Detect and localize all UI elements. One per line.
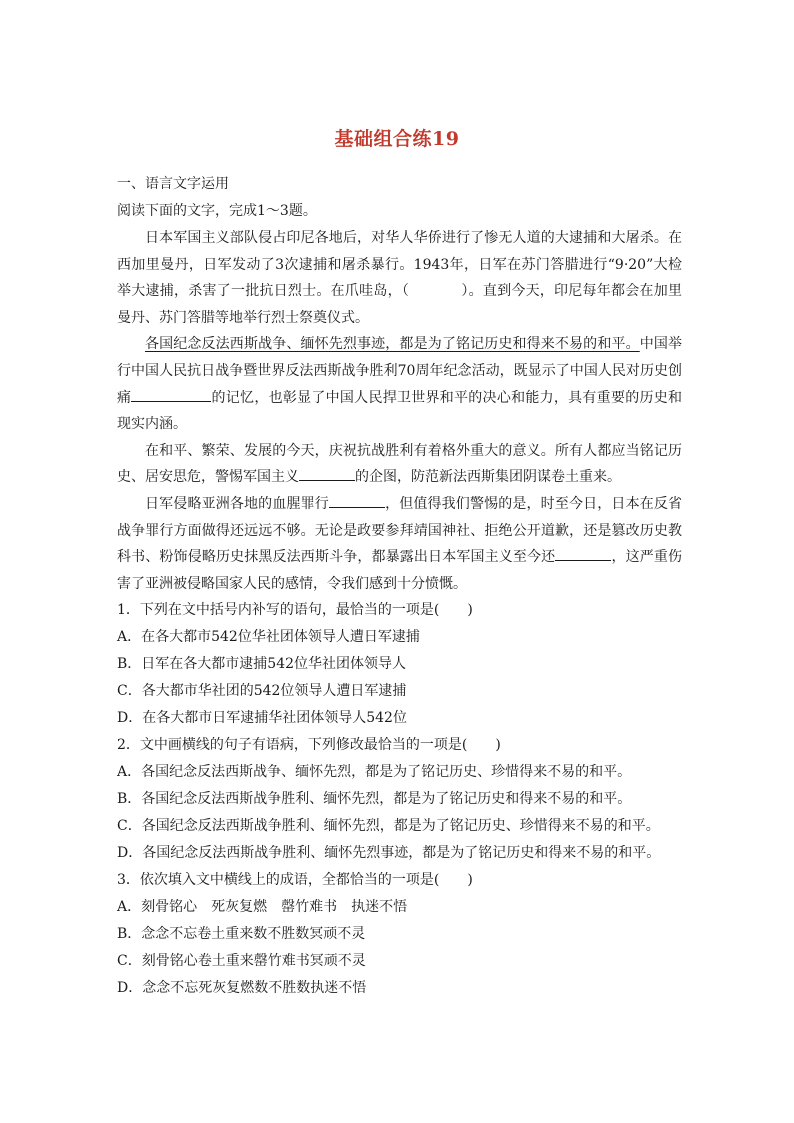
option-c: C．刻骨铭心卷土重来罄竹难书冥顽不灵 <box>117 953 366 970</box>
option-a: A．刻骨铭心 死灰复燃 罄竹难书 执迷不悟 <box>117 899 408 916</box>
fill-blank-4 <box>555 546 611 561</box>
passage-p4-text-c: ，这严重伤害了亚洲被侵略国家人民的感情，令我们感到十分愤慨。 <box>117 549 683 592</box>
question-stem: 3．依次填入文中横线上的成语，全都恰当的一项是( ) <box>117 872 473 889</box>
option-c: C．各国纪念反法西斯战争胜利、缅怀先烈，都是为了铭记历史、珍惜得来不易的和平。 <box>117 818 660 835</box>
fill-blank-3 <box>329 493 385 508</box>
question-3 <box>117 867 682 1002</box>
section-heading: 一、语言文字运用 <box>117 176 229 192</box>
passage-p4-text-a: 日军侵略亚洲各地的血腥罪行 <box>145 495 329 512</box>
question-1 <box>117 597 682 732</box>
passage-paragraph-3 <box>117 438 682 491</box>
option-d: D．念念不忘死灰复燃数不胜数执迷不悟 <box>117 980 367 997</box>
option-c: C．各大都市华社团的542位领导人遭日军逮捕 <box>117 683 407 700</box>
option-a: A．在各大都市542位华社团体领导人遭日军逮捕 <box>117 629 420 646</box>
passage-p2-text-b: 的记忆，也彰显了中国人民捍卫世界和平的决心和能力，具有重要的历史和现实内涵。 <box>117 389 682 433</box>
question-2 <box>117 732 682 867</box>
fill-blank-1 <box>131 387 211 402</box>
fill-blank-2 <box>299 466 355 481</box>
question-stem: 1．下列在文中括号内补写的语句，最恰当的一项是( ) <box>117 602 473 619</box>
option-b: B．各国纪念反法西斯战争胜利、缅怀先烈，都是为了铭记历史和得来不易的和平。 <box>117 791 632 808</box>
passage-p3-text-b: 的企图，防范新法西斯集团阴谋卷土重来。 <box>355 469 621 486</box>
document-title: 基础组合练19 <box>334 128 460 150</box>
option-b: B．日军在各大都市逮捕542位华社团体领导人 <box>117 656 407 673</box>
option-b: B．念念不忘卷土重来数不胜数冥顽不灵 <box>117 926 366 943</box>
question-stem: 2．文中画横线的句子有语病，下列修改最恰当的一项是( ) <box>117 737 501 754</box>
passage-p1-text-a: 日本军国主义部队侵占印尼各地后，对华人华侨进行了惨无人道的大逮捕和大屠杀。在西加里曼丹，日军发动了3次逮捕和屠杀暴行。1943年，日军在苏门答腊进行“9·20”大检举大逮捕，杀害了一批抗日烈士。在爪哇岛，（ <box>117 230 682 300</box>
underlined-sentence: 各国纪念反法西斯战争、缅怀先烈事迹，都是为了铭记历史和得来不易的和平。 <box>145 336 640 353</box>
passage-paragraph-4 <box>117 491 682 597</box>
reading-instruction: 阅读下面的文字，完成1～3题。 <box>117 203 317 219</box>
passage-paragraph-2 <box>117 331 682 437</box>
passage-paragraph-1 <box>117 225 682 331</box>
document-body <box>117 171 682 1002</box>
passage-p2-text-a: 中国举行中国人民抗日战争暨世界反法西斯战争胜利70周年纪念活动，既显示了中国人民对历史创痛 <box>117 336 683 406</box>
option-d: D．各国纪念反法西斯战争胜利、缅怀先烈事迹，都是为了铭记历史和得来不易的和平。 <box>117 845 661 862</box>
option-a: A．各国纪念反法西斯战争、缅怀先烈，都是为了铭记历史、珍惜得来不易的和平。 <box>117 764 632 781</box>
option-d: D．在各大都市日军逮捕华社团体领导人542位 <box>117 710 407 727</box>
passage-p3-text-a: 在和平、繁荣、发展的今天，庆祝抗战胜利有着格外重大的意义。所有人都应当铭记历史、居安思危，警惕军国主义 <box>117 442 682 486</box>
passage-p4-text-b: ，但值得我们警惕的是，时至今日，日本在反省战争罪行方面做得还远远不够。无论是政要参拜靖国神社、拒绝公开道歉，还是篡改历史教科书、粉饰侵略历史抹黑反法西斯斗争，都暴露出日本军国主义至今还 <box>117 495 683 566</box>
passage-p1-text-b: ）。直到今天，印尼每年都会在加里曼丹、苏门答腊等地举行烈士祭奠仪式。 <box>117 283 683 326</box>
